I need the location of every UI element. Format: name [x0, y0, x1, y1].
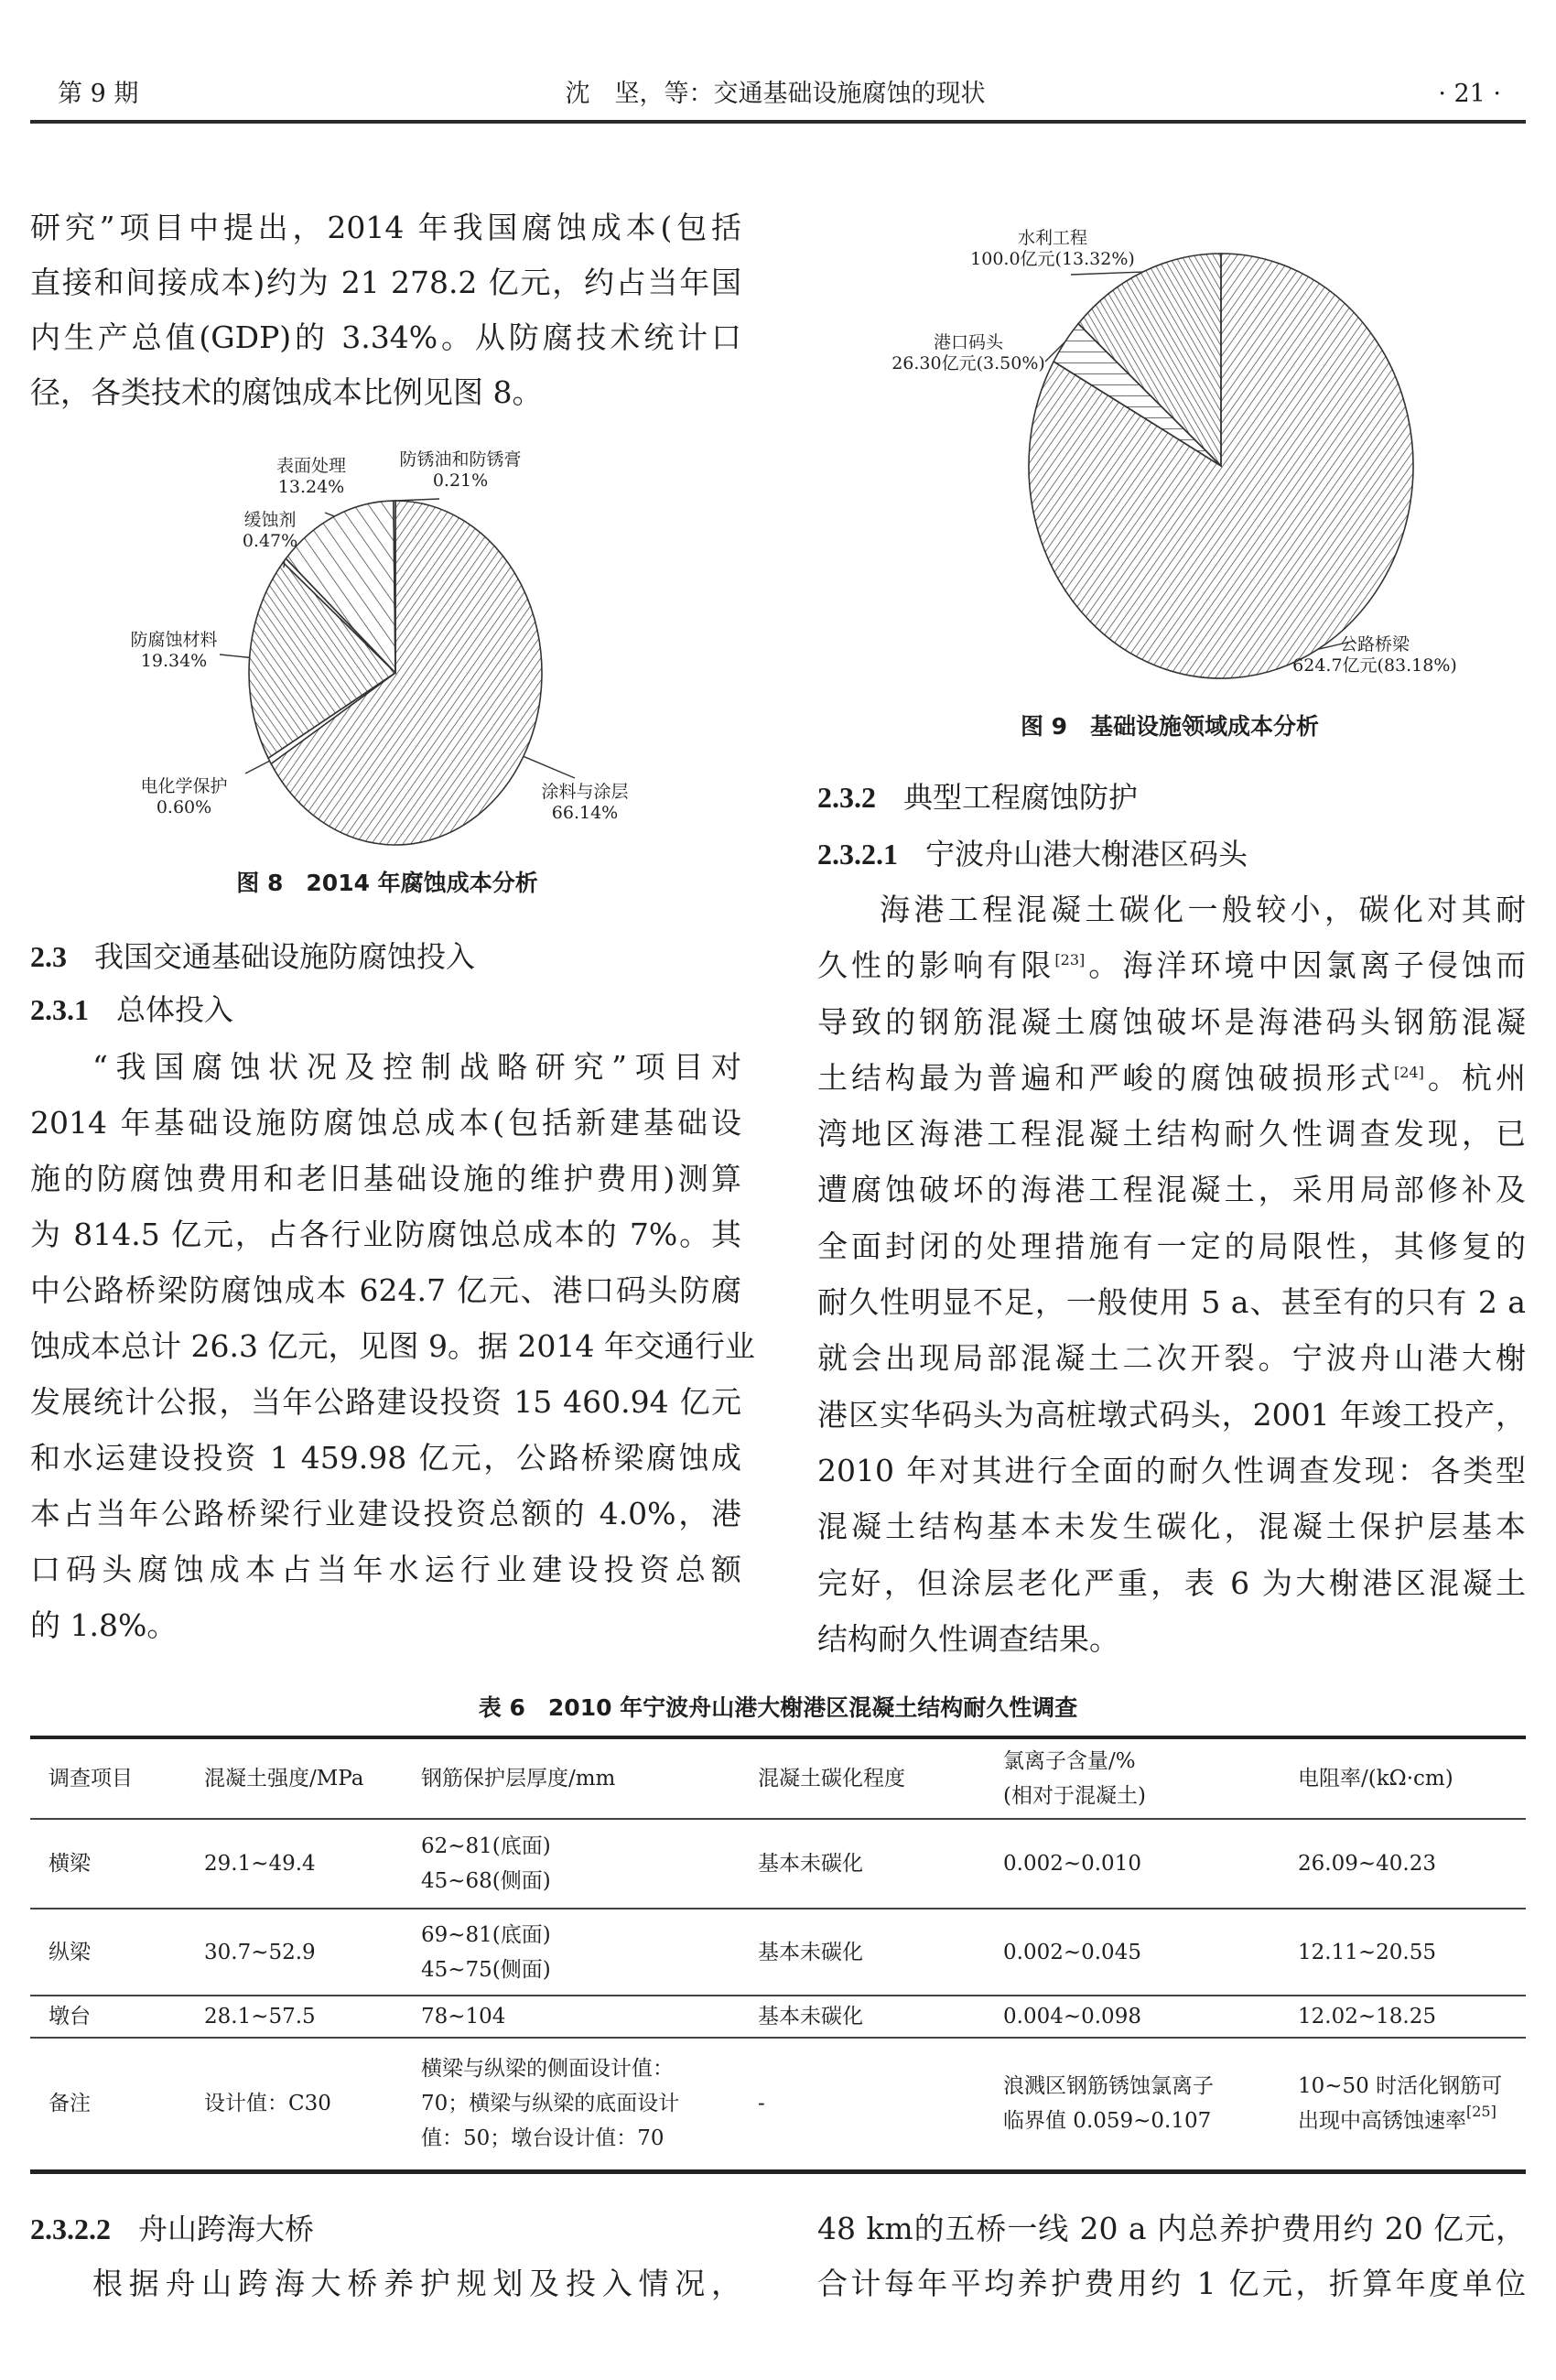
slice-value: 0.21%	[432, 471, 489, 491]
text-line: “我国腐蚀状况及控制战略研究”项目对	[92, 1049, 741, 1085]
cell-line: 70；横梁与纵梁的底面设计	[421, 2092, 680, 2116]
table-cell: 28.1~57.5	[186, 1996, 403, 2038]
slice-value: 100.0亿元(13.32%)	[970, 249, 1135, 269]
table-cell	[403, 1909, 740, 1996]
text-line: 根据舟山跨海大桥养护规划及投入情况，	[92, 2266, 741, 2301]
fig9-label-water	[970, 228, 1135, 270]
slice-name: 电化学保护	[140, 776, 228, 796]
fig9-caption: 图 9 基础设施领域成本分析	[1020, 713, 1320, 740]
table6-title: 表 6 2010 年宁波舟山港大榭港区混凝土结构耐久性调查	[478, 1694, 1078, 1721]
slice-value: 26.30亿元(3.50%)	[891, 353, 1045, 373]
leader-line	[1071, 272, 1143, 275]
cell-line: 62~81(底面)	[421, 1834, 551, 1858]
text-line: 口码头腐蚀成本占当年水运行业建设投资总额	[30, 1552, 741, 1587]
section-heading-2-3-1	[30, 983, 741, 1036]
text-line: 遭腐蚀破坏的海港工程混凝土，采用局部修补及	[817, 1172, 1526, 1208]
text-line: 中公路桥梁防腐蚀成本 624.7 亿元、港口码头防腐	[30, 1272, 741, 1308]
fig8-label-coating	[541, 782, 628, 824]
text-line: 完好，但涂层老化严重，表 6 为大榭港区混凝土	[817, 1564, 1526, 1601]
header-line: (相对于混凝土)	[1003, 1784, 1146, 1808]
text-line: 48 km的五桥一线 20 a 内总养护费用约 20 亿元，	[817, 2211, 1526, 2246]
table-cell: 备注	[30, 2038, 186, 2171]
bridge-section-left	[30, 2202, 741, 2311]
text-line: 为 814.5 亿元，占各行业防腐蚀总成本的 7%。其	[30, 1217, 741, 1252]
table-cell	[1280, 2038, 1526, 2171]
section-number: 2.3.1	[30, 993, 89, 1026]
section-heading-2-3-2	[817, 769, 1526, 826]
column-header	[985, 1737, 1280, 1819]
table-cell	[403, 2038, 740, 2171]
text-line	[817, 937, 1526, 993]
section-number: 2.3	[30, 940, 67, 973]
cell-line: 69~81(底面)	[421, 1922, 551, 1947]
table-cell	[403, 1819, 740, 1909]
text-line: 湾地区海港工程混凝土结构耐久性调查发现，已	[817, 1116, 1526, 1152]
cell-line: 值：50；墩台设计值：70	[421, 2126, 665, 2151]
leader-line	[220, 654, 250, 657]
text-fragment: 出现中高锈蚀速率	[1298, 2109, 1466, 2134]
text-line: 港区实华码头为高桩墩式码头，2001 年竣工投产，	[817, 1396, 1526, 1433]
table-cell: 12.11~20.55	[1280, 1909, 1526, 1996]
section-number: 2.3.2.1	[817, 838, 898, 871]
fig8-caption: 图 8 2014 年腐蚀成本分析	[236, 870, 538, 896]
table-cell: 纵梁	[30, 1909, 186, 1996]
section-heading-2-3	[30, 930, 741, 983]
table-cell: 29.1~49.4	[186, 1819, 403, 1909]
leader-line	[524, 756, 575, 778]
table-cell: 基本未碳化	[740, 1819, 985, 1909]
text-line: 的 1.8%。	[30, 1607, 178, 1643]
table-cell: 26.09~40.23	[1280, 1819, 1526, 1909]
wharf-paragraph	[817, 882, 1526, 1667]
text-line: 直接和间接成本)约为 21 278.2 亿元，约占当年国	[30, 265, 741, 300]
column-header: 混凝土碳化程度	[740, 1737, 985, 1819]
leader-line	[325, 513, 334, 516]
slice-value: 0.47%	[242, 531, 298, 551]
text-line: 全面封闭的处理措施有一定的局限性，其修复的	[817, 1228, 1526, 1264]
table6	[30, 1736, 1526, 2174]
text-line: 和水运建设投资 1 459.98 亿元，公路桥梁腐蚀成	[30, 1440, 741, 1476]
text-line: 内生产总值(GDP)的 3.34%。从防腐技术统计口	[30, 319, 741, 355]
text-line	[817, 1050, 1526, 1106]
slice-name: 缓蚀剂	[243, 510, 297, 530]
fig8-label-material	[130, 630, 217, 672]
section-headings-right	[817, 769, 1526, 882]
table-header-row	[30, 1737, 1526, 1819]
fig8-label-inhibitor	[243, 510, 297, 552]
table-cell: 基本未碳化	[740, 1996, 985, 2038]
header-line: 氯离子含量/%	[1003, 1749, 1136, 1773]
fig9-label-port	[891, 332, 1045, 374]
text-line: 研究”项目中提出，2014 年我国腐蚀成本(包括	[30, 210, 741, 245]
text-line: 结构耐久性调查结果。	[817, 1620, 1119, 1657]
table-note-row	[30, 2038, 1526, 2171]
text-line: 导致的钢筋混凝土腐蚀破坏是海港码头钢筋混凝	[817, 1003, 1526, 1040]
text-line: 耐久性明显不足，一般使用 5 a、甚至有的只有 2 a	[817, 1284, 1526, 1321]
slice-name: 防锈油和防锈膏	[399, 449, 522, 470]
slice-value: 19.34%	[140, 651, 208, 671]
cell-line	[1298, 2104, 1526, 2138]
table-cell: 0.002~0.045	[985, 1909, 1280, 1996]
table-row	[30, 1819, 1526, 1909]
text-fragment: 。杭州	[1423, 1059, 1527, 1096]
text-line: 发展统计公报，当年公路建设投资 15 460.94 亿元	[30, 1384, 741, 1420]
cell-line: 45~68(侧面)	[421, 1869, 551, 1893]
table-cell: 横梁	[30, 1819, 186, 1909]
investment-paragraph	[30, 1039, 755, 1653]
cell-line: 45~75(侧面)	[421, 1957, 551, 1982]
section-heading-2-3-2-1	[817, 826, 1526, 882]
text-line: 本占当年公路桥梁行业建设投资总额的 4.0%，港	[30, 1496, 741, 1531]
fig9-pie	[1029, 254, 1413, 678]
table-cell: 0.004~0.098	[985, 1996, 1280, 2038]
slice-value: 13.24%	[277, 477, 345, 497]
slice-name: 港口码头	[933, 332, 1004, 352]
leader-line	[284, 560, 285, 568]
slice-value: 0.60%	[156, 797, 212, 817]
column-header: 电阻率/(kΩ·cm)	[1280, 1737, 1526, 1819]
slice-name: 表面处理	[276, 456, 347, 476]
column-header: 混凝土强度/MPa	[186, 1737, 403, 1819]
leader-line	[245, 761, 270, 774]
table-cell: 30.7~52.9	[186, 1909, 403, 1996]
table-row	[30, 1909, 1526, 1996]
text-line: 海港工程混凝土碳化一般较小，碳化对其耐	[880, 892, 1526, 927]
slice-name: 水利工程	[1017, 228, 1088, 248]
section-title: 总体投入	[116, 992, 234, 1027]
text-line: 蚀成本总计 26.3 亿元，见图 9。据 2014 年交通行业	[30, 1328, 755, 1364]
table-cell: 墩台	[30, 1996, 186, 2038]
section-number: 2.3.2	[817, 781, 876, 814]
citation-24[interactable]: [24]	[1393, 1063, 1424, 1081]
text-line: 就会出现局部混凝土二次开裂。宁波舟山港大榭	[817, 1340, 1526, 1377]
page-number: · 21 ·	[1438, 80, 1501, 108]
text-line: 径，各类技术的腐蚀成本比例见图 8。	[30, 374, 543, 410]
text-line: 施的防腐蚀费用和老旧基础设施的维护费用)测算	[30, 1161, 741, 1196]
cell-line: 横梁与纵梁的侧面设计值：	[421, 2057, 674, 2082]
column-header: 调查项目	[30, 1737, 186, 1819]
table-cell	[985, 2038, 1280, 2171]
issue-number: 第 9 期	[58, 80, 139, 108]
fig9-label-highway	[1292, 634, 1457, 676]
table-cell: 78~104	[403, 1996, 740, 2038]
cell-line: 浪溅区钢筋锈蚀氯离子	[1003, 2074, 1214, 2099]
column-header: 钢筋保护层厚度/mm	[403, 1737, 740, 1819]
table-cell: 0.002~0.010	[985, 1819, 1280, 1909]
slice-value: 66.14%	[551, 803, 619, 823]
running-title: 沈 坚，等：交通基础设施腐蚀的现状	[565, 80, 986, 108]
fig8-label-rustoil	[399, 449, 521, 492]
bridge-section-right	[817, 2202, 1526, 2311]
slice-name: 涂料与涂层	[541, 782, 629, 802]
table-cell: 基本未碳化	[740, 1909, 985, 1996]
fig8-label-cathodic	[140, 776, 227, 818]
fig8-label-surface	[276, 456, 346, 498]
citation-23[interactable]: [23]	[1054, 951, 1086, 969]
text-line: 混凝土结构基本未发生碳化，混凝土保护层基本	[817, 1509, 1526, 1545]
text-line: 合计每年平均养护费用约 1 亿元，折算年度单位	[817, 2266, 1526, 2301]
section-headings-left	[30, 930, 741, 1036]
section-title: 宁波舟山港大榭港区码头	[925, 837, 1248, 871]
text-fragment: 。海洋环境中因氯离子侵蚀而	[1085, 947, 1527, 984]
section-title: 典型工程腐蚀防护	[903, 780, 1139, 815]
slice-name: 防腐蚀材料	[130, 630, 218, 650]
table-row	[30, 1996, 1526, 2038]
text-fragment: 久性的影响有限	[817, 947, 1055, 984]
slice-name: 公路桥梁	[1339, 634, 1410, 654]
section-title: 我国交通基础设施防腐蚀投入	[94, 939, 476, 974]
section-heading-2-3-2-2	[30, 2202, 741, 2256]
table-cell: 12.02~18.25	[1280, 1996, 1526, 2038]
leader-line	[394, 499, 439, 501]
table-cell: 设计值：C30	[186, 2038, 403, 2171]
section-title: 舟山跨海大桥	[138, 2212, 315, 2246]
section-number: 2.3.2.2	[30, 2212, 111, 2245]
table-cell: -	[740, 2038, 985, 2171]
text-fragment: 土结构最为普遍和严峻的腐蚀破损形式	[817, 1059, 1394, 1096]
slice-value: 624.7亿元(83.18%)	[1292, 655, 1457, 676]
cell-line: 临界值 0.059~0.107	[1003, 2109, 1212, 2134]
citation-25[interactable]: [25]	[1466, 2103, 1497, 2121]
text-line: 2010 年对其进行全面的耐久性调查发现：各类型	[817, 1452, 1526, 1488]
text-line: 2014 年基础设施防腐蚀总成本(包括新建基础设	[30, 1105, 741, 1141]
cell-line: 10~50 时活化钢筋可	[1298, 2074, 1503, 2099]
